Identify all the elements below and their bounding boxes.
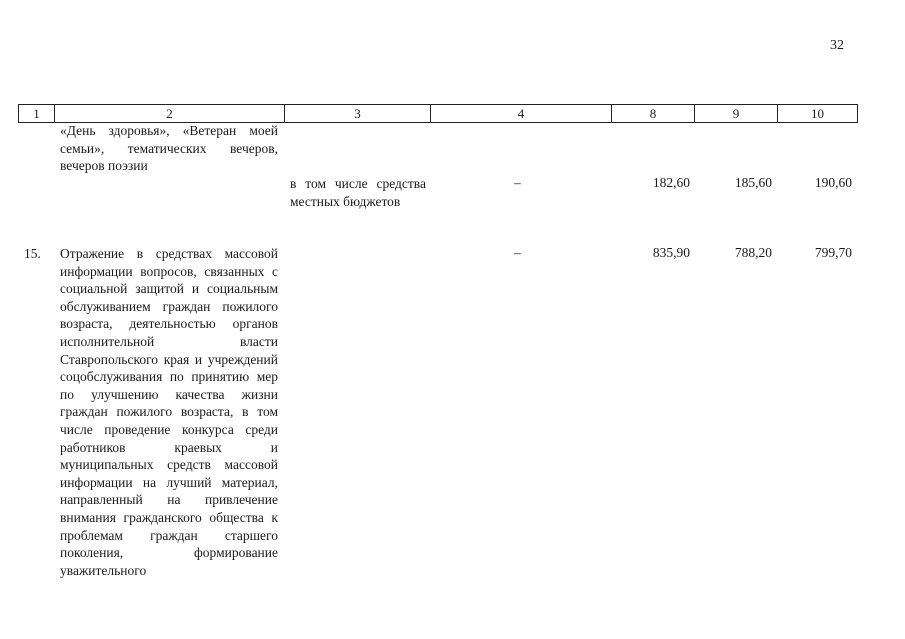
local-budget-col10: 190,60 bbox=[814, 175, 852, 190]
column-header-10: 10 bbox=[778, 105, 858, 123]
row-15-col10: 799,70 bbox=[814, 245, 852, 260]
local-budget-col4: – bbox=[514, 175, 521, 190]
column-header-2: 2 bbox=[55, 105, 285, 123]
continuation-text: «День здоровья», «Ветеран моей семьи», тематических вечеров, вечеров поэзии bbox=[60, 123, 278, 174]
column-header-1: 1 bbox=[19, 105, 55, 123]
local-budget-label: в том числе средства местных бюджетов bbox=[290, 176, 426, 209]
column-header-9: 9 bbox=[695, 105, 778, 123]
column-header-8: 8 bbox=[612, 105, 695, 123]
row-15-text: Отражение в средствах массовой информации вопросов, связанных с социальной защитой и социальным обслуживанием граждан пожилого возраста, деятельностью органов исполнительной власти Ставропольского края и учреждений соцобслуживания по принятию мер по улучшению качества жизни граждан пожилого возраста, в том числе проведение конкурса среди работников краевых и муниципальных средств массовой информации на лучший материал, направленный на привлечение внимания гражданского общества к проблемам граждан старшего поколения, формирование уважительного bbox=[60, 246, 278, 578]
column-header-4: 4 bbox=[431, 105, 612, 123]
row-15-number: 15. bbox=[24, 246, 41, 261]
row-15-col9: 788,20 bbox=[734, 245, 772, 260]
local-budget-col8: 182,60 bbox=[652, 175, 690, 190]
page-number: 32 bbox=[830, 38, 844, 53]
row-15-col4: – bbox=[514, 245, 521, 260]
local-budget-col9: 185,60 bbox=[734, 175, 772, 190]
row-15-col8: 835,90 bbox=[652, 245, 690, 260]
column-header-3: 3 bbox=[285, 105, 431, 123]
table-header bbox=[18, 104, 858, 123]
